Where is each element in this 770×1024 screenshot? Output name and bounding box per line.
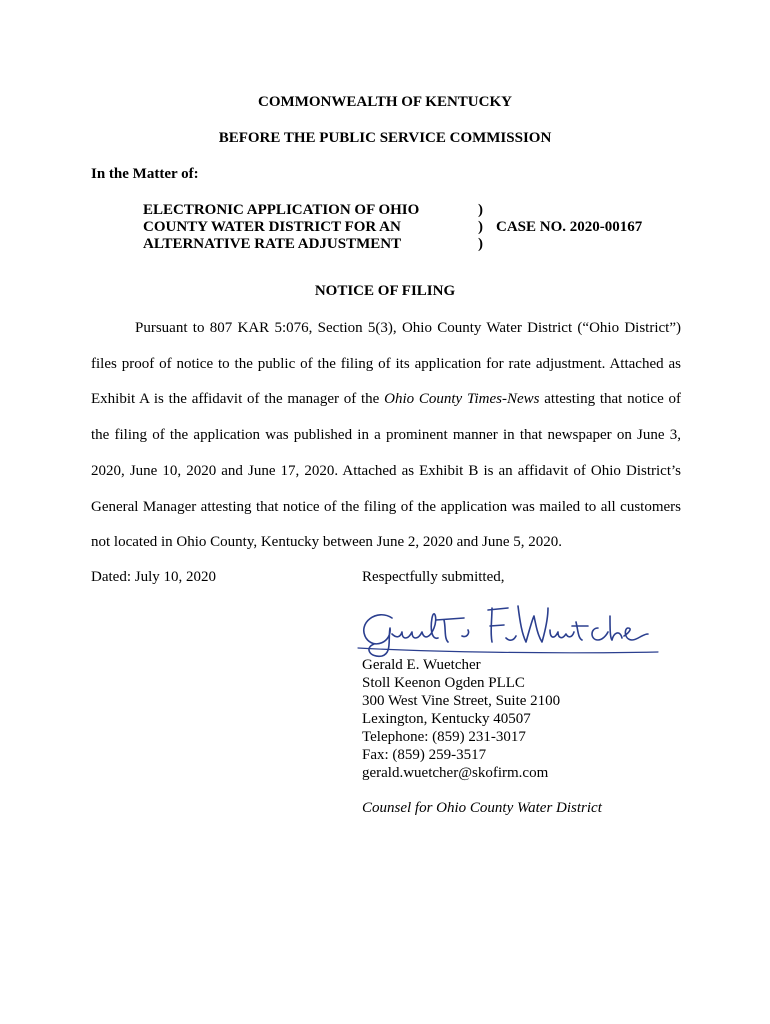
body-line: the filing of the application was published in a prominent manner in that newspaper on June 3, bbox=[91, 427, 681, 443]
caption-line: COUNTY WATER DISTRICT FOR AN bbox=[143, 219, 401, 235]
telephone: Telephone: (859) 231-3017 bbox=[362, 729, 526, 745]
case-number: CASE NO. 2020-00167 bbox=[496, 219, 643, 235]
email: gerald.wuetcher@skofirm.com bbox=[362, 765, 549, 781]
signature-block bbox=[362, 656, 560, 782]
fax: Fax: (859) 259-3517 bbox=[362, 747, 487, 763]
body-line: General Manager attesting that notice of the filing of the application was mailed to all customers bbox=[91, 499, 681, 515]
handwritten-signature bbox=[352, 598, 662, 660]
body-text: Exhibit A is the affidavit of the manager of the bbox=[91, 391, 385, 407]
city-state-zip: Lexington, Kentucky 40507 bbox=[362, 711, 531, 727]
paren: ) bbox=[478, 202, 483, 218]
body-line: 2020, June 10, 2020 and June 17, 2020. Attached as Exhibit B is an affidavit of Ohio District’s bbox=[91, 463, 681, 479]
counsel-line: Counsel for Ohio County Water District bbox=[362, 800, 602, 816]
caption-parens bbox=[478, 202, 483, 253]
body-line: Pursuant to 807 KAR 5:076, Section 5(3), Ohio County Water District (“Ohio District”) bbox=[135, 320, 681, 336]
newspaper-name: Ohio County Times-News bbox=[384, 391, 540, 407]
body-line: files proof of notice to the public of the filing of its application for rate adjustment. Attached as bbox=[91, 356, 681, 372]
document-title: NOTICE OF FILING bbox=[314, 283, 456, 299]
dated-line: Dated: July 10, 2020 bbox=[91, 569, 216, 585]
heading-commonwealth: COMMONWEALTH OF KENTUCKY bbox=[258, 94, 512, 110]
case-caption bbox=[143, 202, 419, 253]
caption-line: ELECTRONIC APPLICATION OF OHIO bbox=[143, 202, 420, 218]
caption-line: ALTERNATIVE RATE ADJUSTMENT bbox=[143, 236, 402, 252]
paren: ) bbox=[478, 236, 483, 252]
paren: ) bbox=[478, 219, 483, 235]
body-line: not located in Ohio County, Kentucky between June 2, 2020 and June 5, 2020. bbox=[91, 534, 563, 550]
matter-label: In the Matter of: bbox=[91, 166, 199, 182]
attorney-name: Gerald E. Wuetcher bbox=[362, 657, 481, 673]
body-line bbox=[91, 390, 681, 408]
street-address: 300 West Vine Street, Suite 2100 bbox=[362, 693, 561, 709]
body-text: attesting that notice of bbox=[539, 391, 681, 407]
heading-commission: BEFORE THE PUBLIC SERVICE COMMISSION bbox=[218, 130, 552, 146]
closing-line: Respectfully submitted, bbox=[362, 569, 505, 585]
firm-name: Stoll Keenon Ogden PLLC bbox=[362, 675, 525, 691]
